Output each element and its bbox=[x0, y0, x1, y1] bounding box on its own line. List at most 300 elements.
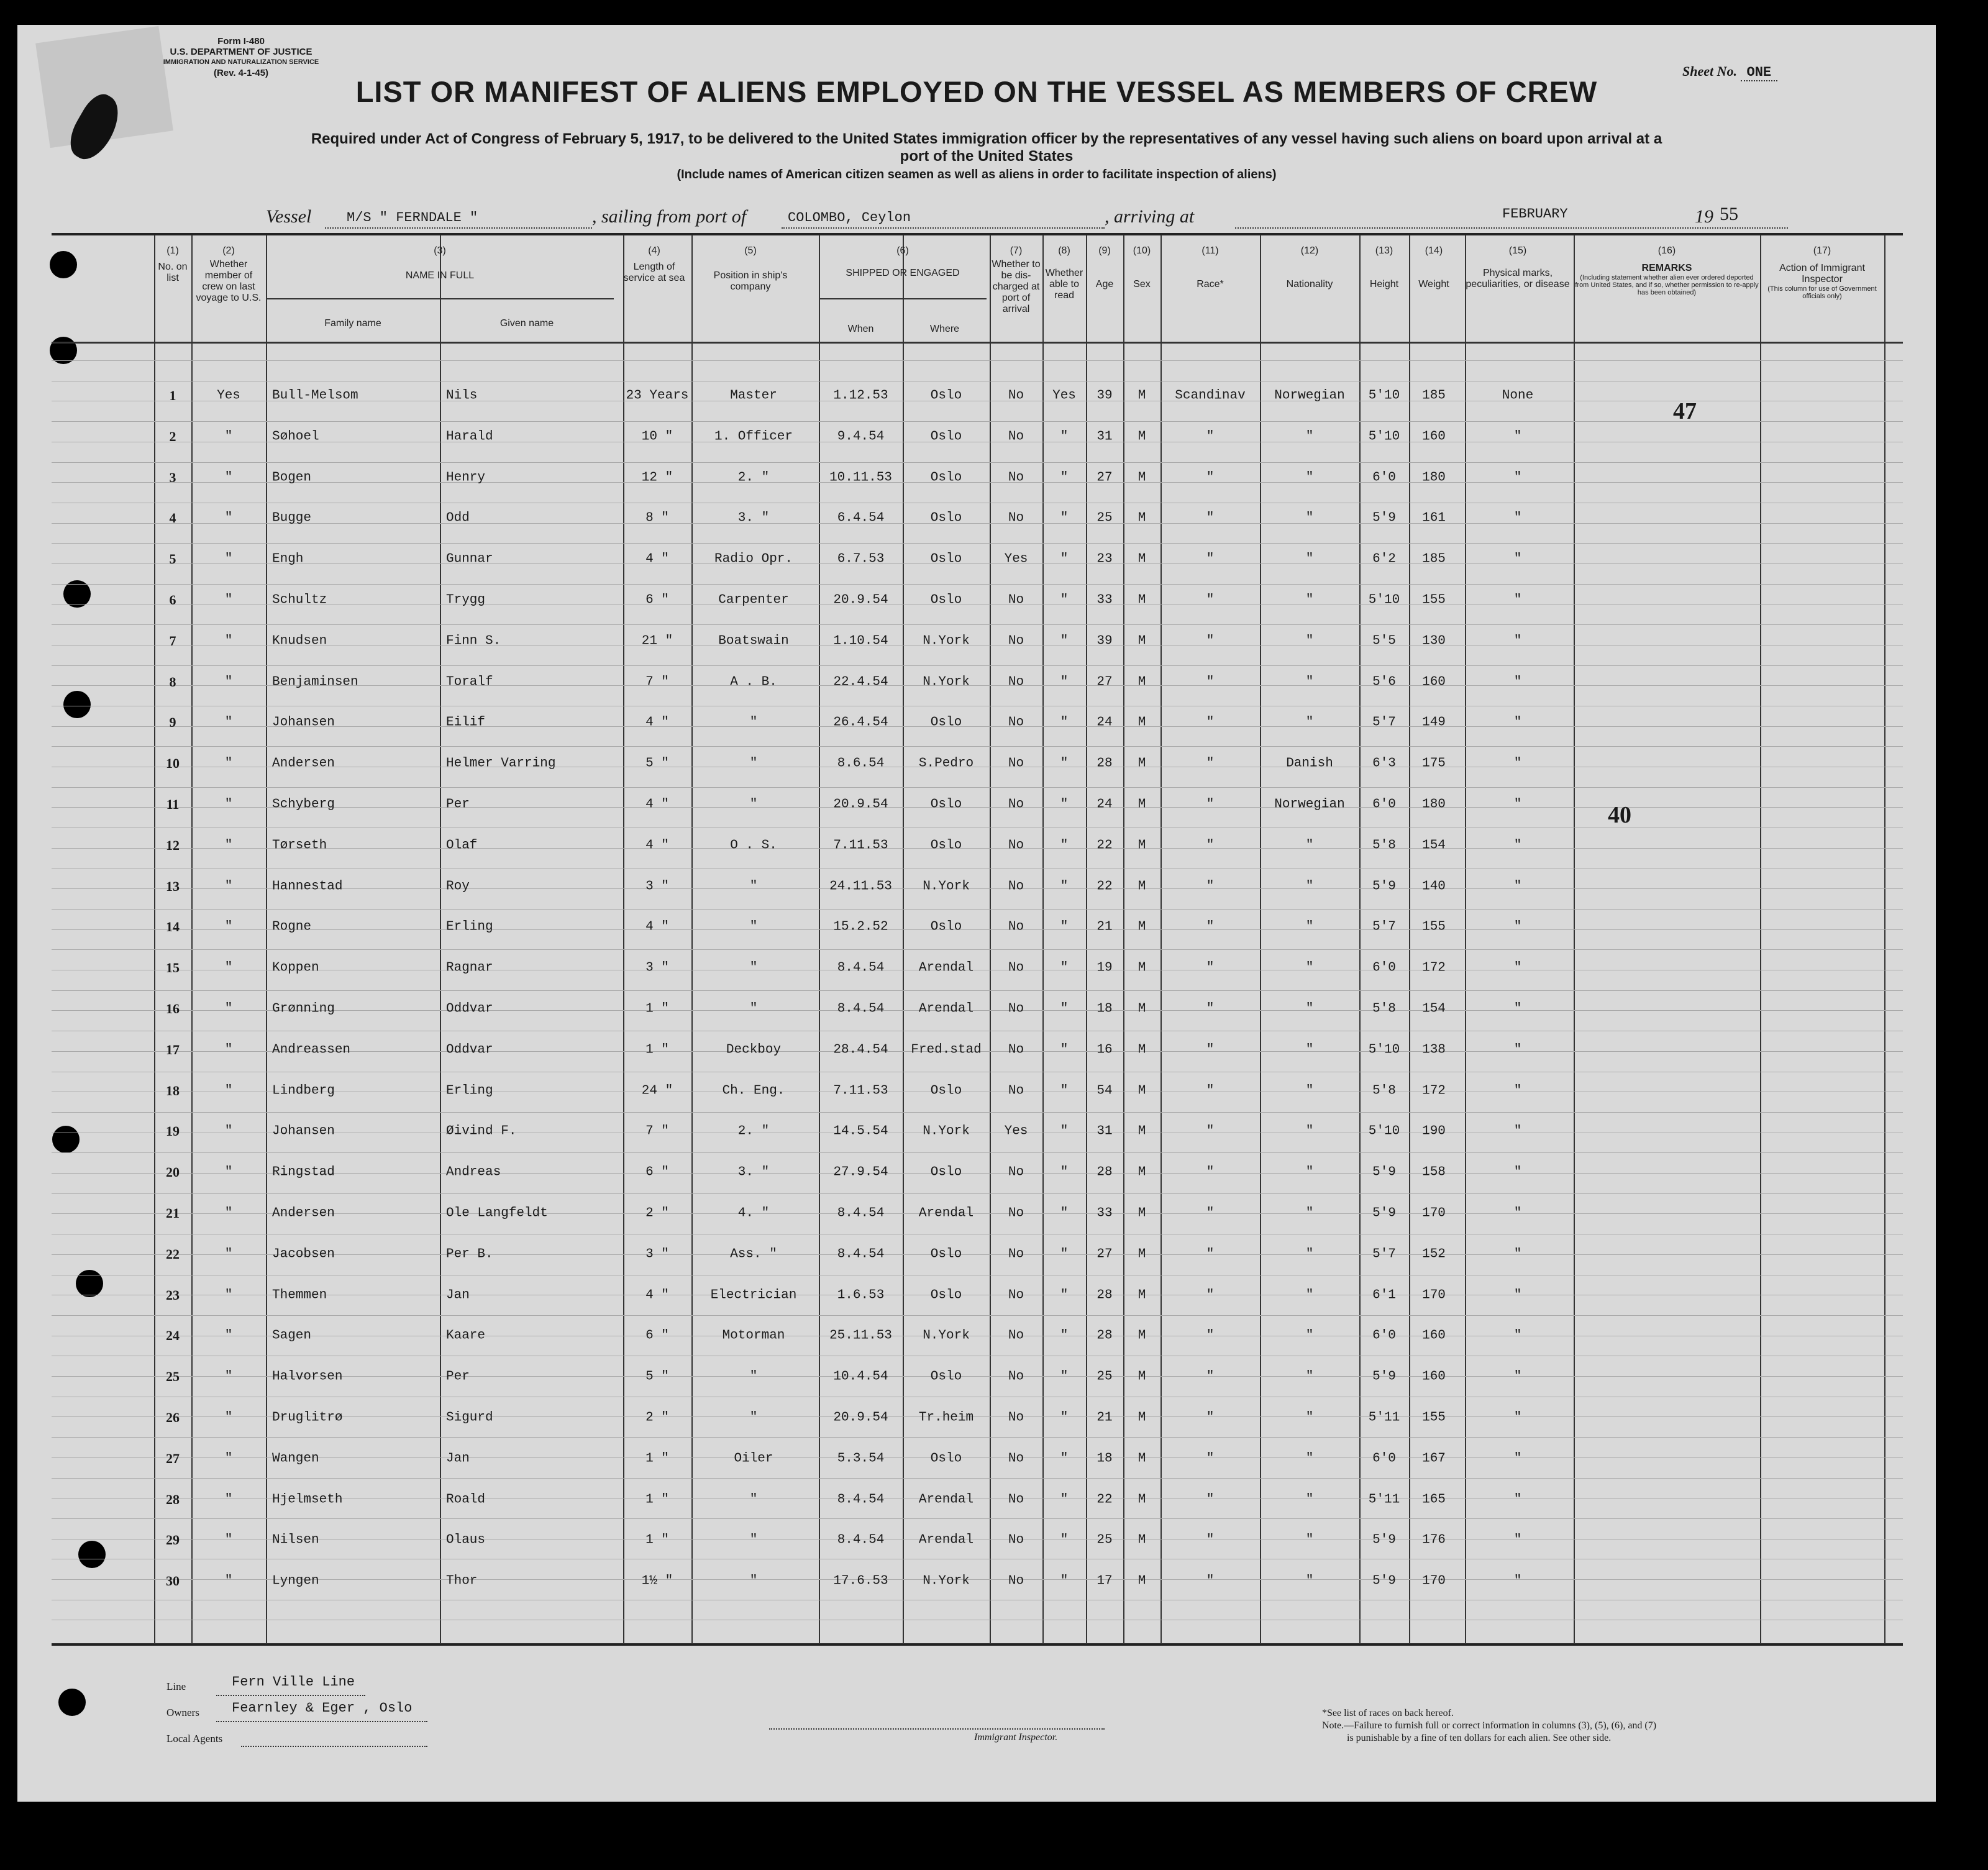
cell-marks: " bbox=[1513, 552, 1522, 567]
cell-sex: M bbox=[1138, 1328, 1146, 1343]
cell-where: Oslo bbox=[930, 838, 962, 853]
cell-sex: M bbox=[1138, 797, 1146, 812]
cell-position: " bbox=[749, 1574, 758, 1589]
cell-read: " bbox=[1060, 511, 1069, 526]
cell-weight: 185 bbox=[1422, 388, 1446, 403]
cell-when: 10.11.53 bbox=[829, 470, 892, 485]
cell-service: 4 " bbox=[645, 797, 669, 812]
punch-hole bbox=[63, 691, 91, 718]
cell-where: Arendal bbox=[918, 1206, 974, 1221]
cell-nationality: " bbox=[1305, 1410, 1314, 1425]
cell-no: 26 bbox=[166, 1410, 180, 1425]
cell-race: " bbox=[1206, 1124, 1215, 1139]
cell-marks: " bbox=[1513, 634, 1522, 649]
cell-weight: 170 bbox=[1422, 1206, 1446, 1221]
cell-when: 1.6.53 bbox=[837, 1288, 885, 1303]
cell-sex: M bbox=[1138, 919, 1146, 934]
cell-position: 1. Officer bbox=[714, 429, 793, 444]
cell-last: " bbox=[224, 552, 233, 567]
cell-nationality: " bbox=[1305, 1492, 1314, 1507]
cell-position: A . B. bbox=[730, 675, 777, 690]
inspector-signature-label: Immigrant Inspector. bbox=[974, 1732, 1058, 1743]
col-9-header: (9) Age bbox=[1095, 245, 1114, 290]
cell-when: 24.11.53 bbox=[829, 879, 892, 894]
cell-family: Andersen bbox=[272, 1206, 335, 1221]
col-3-header: (3) NAME IN FULL bbox=[405, 245, 475, 281]
cell-family: Sagen bbox=[272, 1328, 312, 1343]
sheet-number-label: Sheet No. bbox=[1682, 63, 1737, 79]
cell-given: Roy bbox=[446, 879, 470, 894]
cell-age: 54 bbox=[1097, 1083, 1113, 1098]
column-divider bbox=[1409, 235, 1410, 1644]
cell-when: 20.9.54 bbox=[833, 593, 888, 608]
cell-discharged: No bbox=[1008, 1165, 1024, 1180]
cell-where: Oslo bbox=[930, 1165, 962, 1180]
cell-sex: M bbox=[1138, 1288, 1146, 1303]
cell-nationality: " bbox=[1305, 1533, 1314, 1548]
cell-where: Oslo bbox=[930, 552, 962, 567]
note-line-2: is punishable by a fine of ten dollars for each alien. See other side. bbox=[1347, 1733, 1612, 1743]
cell-service: 7 " bbox=[645, 1124, 669, 1139]
ruled-line bbox=[52, 949, 1903, 950]
cell-service: 3 " bbox=[645, 1247, 669, 1262]
cell-weight: 160 bbox=[1422, 675, 1446, 690]
cell-sex: M bbox=[1138, 388, 1146, 403]
cell-when: 14.5.54 bbox=[833, 1124, 888, 1139]
cell-read: " bbox=[1060, 1533, 1069, 1548]
punch-hole bbox=[52, 1126, 80, 1153]
cell-read: " bbox=[1060, 675, 1069, 690]
cell-discharged: No bbox=[1008, 1369, 1024, 1384]
col-11-header: (11) Race* bbox=[1197, 245, 1224, 290]
cell-no: 16 bbox=[166, 1001, 180, 1016]
cell-age: 22 bbox=[1097, 879, 1113, 894]
cell-family: Druglitrø bbox=[272, 1410, 343, 1425]
column-divider bbox=[154, 235, 155, 1644]
col-10-header: (10) Sex bbox=[1133, 245, 1151, 290]
col-6-header: (6) SHIPPED OR ENGAGED bbox=[846, 245, 960, 278]
cell-nationality: " bbox=[1305, 552, 1314, 567]
cell-race: " bbox=[1206, 675, 1215, 690]
form-revision: (Rev. 4-1-45) bbox=[213, 68, 269, 78]
cell-no: 9 bbox=[169, 714, 176, 730]
cell-weight: 138 bbox=[1422, 1042, 1446, 1057]
column-divider bbox=[1574, 235, 1575, 1644]
cell-last: " bbox=[224, 1492, 233, 1507]
cell-age: 17 bbox=[1097, 1574, 1113, 1589]
col-8-header: (8) Whether able to read bbox=[1045, 245, 1083, 301]
cell-given: Trygg bbox=[446, 593, 486, 608]
cell-service: 2 " bbox=[645, 1410, 669, 1425]
cell-given: Olaus bbox=[446, 1533, 486, 1548]
cell-when: 25.11.53 bbox=[829, 1328, 892, 1343]
cell-when: 8.4.54 bbox=[837, 1247, 885, 1262]
cell-position: 2. " bbox=[737, 470, 770, 485]
cell-family: Koppen bbox=[272, 960, 319, 975]
cell-height: 5'7 bbox=[1372, 715, 1396, 730]
cell-no: 3 bbox=[169, 470, 176, 485]
cell-read: " bbox=[1060, 1492, 1069, 1507]
arrival-month: FEBRUARY bbox=[1502, 206, 1568, 222]
cell-family: Engh bbox=[272, 552, 304, 567]
ruled-line bbox=[52, 909, 1903, 910]
cell-when: 1.12.53 bbox=[833, 388, 888, 403]
cell-discharged: Yes bbox=[1004, 1124, 1028, 1139]
cell-no: 17 bbox=[166, 1042, 180, 1057]
cell-where: Oslo bbox=[930, 1369, 962, 1384]
ruled-line bbox=[52, 462, 1903, 463]
cell-discharged: No bbox=[1008, 1492, 1024, 1507]
cell-weight: 158 bbox=[1422, 1165, 1446, 1180]
cell-service: 1½ " bbox=[641, 1574, 673, 1589]
cell-sex: M bbox=[1138, 1206, 1146, 1221]
cell-race: " bbox=[1206, 879, 1215, 894]
column-divider bbox=[191, 235, 193, 1644]
cell-age: 24 bbox=[1097, 715, 1113, 730]
cell-discharged: No bbox=[1008, 634, 1024, 649]
cell-height: 6'3 bbox=[1372, 756, 1396, 771]
cell-age: 18 bbox=[1097, 1451, 1113, 1466]
cell-when: 8.4.54 bbox=[837, 1492, 885, 1507]
cell-sex: M bbox=[1138, 1492, 1146, 1507]
document-subnote: (Include names of American citizen seamen as well as aliens in order to facilitate inspection of aliens) bbox=[677, 168, 1277, 181]
ruled-line bbox=[52, 360, 1903, 361]
cell-nationality: Danish bbox=[1286, 756, 1333, 771]
cell-nationality: " bbox=[1305, 1083, 1314, 1098]
cell-position: 3. " bbox=[737, 511, 770, 526]
cell-nationality: " bbox=[1305, 634, 1314, 649]
cell-given: Jan bbox=[446, 1451, 470, 1466]
cell-discharged: Yes bbox=[1004, 552, 1028, 567]
table-top-rule bbox=[52, 233, 1903, 235]
cell-last: " bbox=[224, 1328, 233, 1343]
cell-race: " bbox=[1206, 429, 1215, 444]
cell-weight: 149 bbox=[1422, 715, 1446, 730]
cell-race: " bbox=[1206, 552, 1215, 567]
document-subtitle bbox=[166, 130, 1807, 165]
cell-service: 1 " bbox=[645, 1042, 669, 1057]
cell-position: " bbox=[749, 1492, 758, 1507]
cell-marks: " bbox=[1513, 838, 1522, 853]
cell-marks: " bbox=[1513, 1042, 1522, 1057]
cell-service: 23 Years bbox=[626, 388, 689, 403]
cell-no: 1 bbox=[169, 388, 176, 403]
cell-sex: M bbox=[1138, 511, 1146, 526]
cell-family: Grønning bbox=[272, 1001, 335, 1016]
cell-no: 13 bbox=[166, 878, 180, 894]
arrival-year-prefix: 19 bbox=[1695, 206, 1713, 227]
cell-race: " bbox=[1206, 1042, 1215, 1057]
cell-last: " bbox=[224, 797, 233, 812]
footer-notes bbox=[1322, 1707, 1918, 1745]
cell-weight: 180 bbox=[1422, 797, 1446, 812]
cell-marks: " bbox=[1513, 919, 1522, 934]
cell-age: 28 bbox=[1097, 756, 1113, 771]
cell-where: Oslo bbox=[930, 388, 962, 403]
cell-weight: 154 bbox=[1422, 838, 1446, 853]
ruled-line bbox=[52, 421, 1903, 422]
cell-where: Oslo bbox=[930, 429, 962, 444]
cell-last: " bbox=[224, 593, 233, 608]
cell-read: " bbox=[1060, 1083, 1069, 1098]
cell-race: " bbox=[1206, 919, 1215, 934]
cell-no: 22 bbox=[166, 1246, 180, 1262]
ruled-line bbox=[52, 1152, 1903, 1153]
note-line-1: Note.—Failure to furnish full or correct information in columns (3), (5), (6), and (7) bbox=[1322, 1720, 1657, 1731]
cell-when: 20.9.54 bbox=[833, 797, 888, 812]
cell-age: 28 bbox=[1097, 1328, 1113, 1343]
cell-discharged: No bbox=[1008, 1410, 1024, 1425]
cell-when: 8.4.54 bbox=[837, 1206, 885, 1221]
column-divider bbox=[1123, 235, 1124, 1644]
column-divider bbox=[1465, 235, 1466, 1644]
cell-height: 6'0 bbox=[1372, 1451, 1396, 1466]
cell-no: 23 bbox=[166, 1287, 180, 1303]
cell-given: Helmer Varring bbox=[446, 756, 556, 771]
cell-where: N.York bbox=[923, 634, 970, 649]
cell-read: " bbox=[1060, 593, 1069, 608]
cell-family: Bull-Melsom bbox=[272, 388, 358, 403]
cell-nationality: " bbox=[1305, 715, 1314, 730]
cell-last: " bbox=[224, 511, 233, 526]
cell-sex: M bbox=[1138, 1001, 1146, 1016]
cell-where: Oslo bbox=[930, 1247, 962, 1262]
cell-height: 5'7 bbox=[1372, 1247, 1396, 1262]
cell-service: 5 " bbox=[645, 756, 669, 771]
cell-given: Thor bbox=[446, 1574, 478, 1589]
cell-given: Gunnar bbox=[446, 552, 493, 567]
col-16-header: (16) REMARKS (Including statement whether alien ever ordered deported from United States, and if so, whether permission to re-apply has been obtained) bbox=[1575, 245, 1759, 296]
cell-read: Yes bbox=[1052, 388, 1076, 403]
cell-when: 7.11.53 bbox=[833, 1083, 888, 1098]
cell-height: 5'9 bbox=[1372, 511, 1396, 526]
cell-last: " bbox=[224, 879, 233, 894]
cell-nationality: " bbox=[1305, 1001, 1314, 1016]
cell-service: 4 " bbox=[645, 715, 669, 730]
cell-race: " bbox=[1206, 1492, 1215, 1507]
cell-last: " bbox=[224, 1369, 233, 1384]
cell-no: 7 bbox=[169, 633, 176, 649]
cell-height: 5'5 bbox=[1372, 634, 1396, 649]
cell-marks: " bbox=[1513, 511, 1522, 526]
cell-no: 30 bbox=[166, 1573, 180, 1589]
cell-nationality: " bbox=[1305, 1369, 1314, 1384]
cell-service: 4 " bbox=[645, 838, 669, 853]
cell-age: 31 bbox=[1097, 1124, 1113, 1139]
ruled-line bbox=[52, 1315, 1903, 1316]
cell-weight: 185 bbox=[1422, 552, 1446, 567]
cell-given: Nils bbox=[446, 388, 478, 403]
cell-sex: M bbox=[1138, 1369, 1146, 1384]
cell-position: " bbox=[749, 960, 758, 975]
cell-sex: M bbox=[1138, 1042, 1146, 1057]
cell-marks: " bbox=[1513, 593, 1522, 608]
cell-family: Knudsen bbox=[272, 634, 327, 649]
cell-family: Johansen bbox=[272, 715, 335, 730]
cell-last: " bbox=[224, 1206, 233, 1221]
cell-race: " bbox=[1206, 797, 1215, 812]
cell-sex: M bbox=[1138, 552, 1146, 567]
cell-given: Toralf bbox=[446, 675, 493, 690]
cell-where: Arendal bbox=[918, 1533, 974, 1548]
cell-race: " bbox=[1206, 1533, 1215, 1548]
cell-read: " bbox=[1060, 1451, 1069, 1466]
cell-nationality: " bbox=[1305, 1124, 1314, 1139]
cell-race: " bbox=[1206, 593, 1215, 608]
cell-nationality: " bbox=[1305, 1288, 1314, 1303]
cell-age: 27 bbox=[1097, 1247, 1113, 1262]
cell-discharged: No bbox=[1008, 1206, 1024, 1221]
cell-age: 16 bbox=[1097, 1042, 1113, 1057]
cell-last: " bbox=[224, 675, 233, 690]
sailing-label: , sailing from port of bbox=[592, 206, 747, 227]
cell-nationality: " bbox=[1305, 960, 1314, 975]
cell-race: " bbox=[1206, 1369, 1215, 1384]
cell-weight: 152 bbox=[1422, 1247, 1446, 1262]
cell-race: " bbox=[1206, 960, 1215, 975]
cell-discharged: No bbox=[1008, 1042, 1024, 1057]
cell-position: " bbox=[749, 715, 758, 730]
cell-given: Henry bbox=[446, 470, 486, 485]
col-3-family-header: Family name bbox=[324, 318, 381, 329]
cell-sex: M bbox=[1138, 1451, 1146, 1466]
cell-discharged: No bbox=[1008, 960, 1024, 975]
cell-family: Søhoel bbox=[272, 429, 319, 444]
cell-age: 39 bbox=[1097, 388, 1113, 403]
cell-no: 11 bbox=[166, 796, 180, 812]
subheader-divider bbox=[266, 298, 614, 299]
column-divider bbox=[990, 235, 991, 1644]
cell-given: Per bbox=[446, 1369, 470, 1384]
cell-read: " bbox=[1060, 1574, 1069, 1589]
cell-service: 12 " bbox=[641, 470, 673, 485]
cell-last: " bbox=[224, 919, 233, 934]
cell-discharged: No bbox=[1008, 388, 1024, 403]
cell-service: 6 " bbox=[645, 593, 669, 608]
cell-position: 4. " bbox=[737, 1206, 770, 1221]
cell-family: Andersen bbox=[272, 756, 335, 771]
cell-given: Ole Langfeldt bbox=[446, 1206, 548, 1221]
cell-race: " bbox=[1206, 1247, 1215, 1262]
cell-no: 20 bbox=[166, 1164, 180, 1180]
punch-hole bbox=[50, 251, 77, 278]
cell-height: 5'9 bbox=[1372, 1206, 1396, 1221]
cell-when: 28.4.54 bbox=[833, 1042, 888, 1057]
cell-race: " bbox=[1206, 1574, 1215, 1589]
column-divider bbox=[1160, 235, 1162, 1644]
cell-service: 8 " bbox=[645, 511, 669, 526]
sheet-number-value: ONE bbox=[1741, 65, 1778, 81]
cell-weight: 160 bbox=[1422, 1369, 1446, 1384]
footer-line-label: Line bbox=[166, 1681, 186, 1692]
cell-age: 28 bbox=[1097, 1288, 1113, 1303]
column-divider bbox=[440, 235, 441, 1644]
cell-race: " bbox=[1206, 756, 1215, 771]
ruled-line bbox=[52, 1193, 1903, 1194]
cell-height: 5'7 bbox=[1372, 919, 1396, 934]
cell-marks: " bbox=[1513, 960, 1522, 975]
cell-discharged: No bbox=[1008, 593, 1024, 608]
cell-marks: " bbox=[1513, 1533, 1522, 1548]
cell-nationality: " bbox=[1305, 675, 1314, 690]
cell-age: 24 bbox=[1097, 797, 1113, 812]
cell-read: " bbox=[1060, 960, 1069, 975]
cell-last: Yes bbox=[217, 388, 240, 403]
cell-where: Oslo bbox=[930, 1451, 962, 1466]
cell-sex: M bbox=[1138, 1124, 1146, 1139]
cell-marks: " bbox=[1513, 1083, 1522, 1098]
cell-position: Motorman bbox=[722, 1328, 785, 1343]
cell-given: Per bbox=[446, 797, 470, 812]
cell-age: 31 bbox=[1097, 429, 1113, 444]
arrival-year-suffix: 55 bbox=[1720, 204, 1738, 224]
cell-weight: 172 bbox=[1422, 1083, 1446, 1098]
cell-marks: " bbox=[1513, 429, 1522, 444]
cell-age: 21 bbox=[1097, 919, 1113, 934]
cell-height: 6'0 bbox=[1372, 797, 1396, 812]
cell-no: 4 bbox=[169, 510, 176, 526]
cell-sex: M bbox=[1138, 1574, 1146, 1589]
cell-race: " bbox=[1206, 715, 1215, 730]
cell-discharged: No bbox=[1008, 1247, 1024, 1262]
cell-given: Øivind F. bbox=[446, 1124, 517, 1139]
cell-position: Carpenter bbox=[718, 593, 789, 608]
cell-position: " bbox=[749, 919, 758, 934]
cell-family: Wangen bbox=[272, 1451, 319, 1466]
subtitle-line-2: port of the United States bbox=[900, 148, 1074, 165]
cell-position: " bbox=[749, 1410, 758, 1425]
cell-family: Tørseth bbox=[272, 838, 327, 853]
cell-nationality: " bbox=[1305, 470, 1314, 485]
cell-weight: 155 bbox=[1422, 1410, 1446, 1425]
cell-height: 5'8 bbox=[1372, 838, 1396, 853]
cell-position: Radio Opr. bbox=[714, 552, 793, 567]
cell-service: 2 " bbox=[645, 1206, 669, 1221]
cell-height: 6'0 bbox=[1372, 470, 1396, 485]
cell-no: 25 bbox=[166, 1369, 180, 1384]
cell-discharged: No bbox=[1008, 1451, 1024, 1466]
arriving-label: , arriving at bbox=[1105, 206, 1195, 227]
cell-where: Oslo bbox=[930, 1083, 962, 1098]
cell-age: 23 bbox=[1097, 552, 1113, 567]
cell-height: 5'11 bbox=[1368, 1492, 1400, 1507]
cell-given: Erling bbox=[446, 919, 493, 934]
cell-last: " bbox=[224, 960, 233, 975]
col-6-when-header: When bbox=[847, 324, 874, 334]
cell-no: 28 bbox=[166, 1492, 180, 1507]
sailing-port: COLOMBO, Ceylon bbox=[788, 210, 911, 226]
form-number: Form I-480 bbox=[217, 36, 265, 47]
cell-age: 21 bbox=[1097, 1410, 1113, 1425]
cell-discharged: No bbox=[1008, 1574, 1024, 1589]
cell-position: " bbox=[749, 1001, 758, 1016]
ruled-line bbox=[52, 665, 1903, 666]
col-4-header: (4) Length of service at sea bbox=[623, 245, 685, 283]
cell-weight: 160 bbox=[1422, 1328, 1446, 1343]
cell-marks: " bbox=[1513, 675, 1522, 690]
cell-marks: " bbox=[1513, 1165, 1522, 1180]
cell-when: 27.9.54 bbox=[833, 1165, 888, 1180]
cell-nationality: " bbox=[1305, 1165, 1314, 1180]
column-divider bbox=[266, 235, 267, 1644]
cell-height: 5'10 bbox=[1368, 1124, 1400, 1139]
cell-marks: " bbox=[1513, 470, 1522, 485]
column-divider bbox=[1042, 235, 1044, 1644]
cell-age: 25 bbox=[1097, 511, 1113, 526]
cell-height: 5'10 bbox=[1368, 593, 1400, 608]
cell-height: 5'8 bbox=[1372, 1083, 1396, 1098]
cell-weight: 165 bbox=[1422, 1492, 1446, 1507]
